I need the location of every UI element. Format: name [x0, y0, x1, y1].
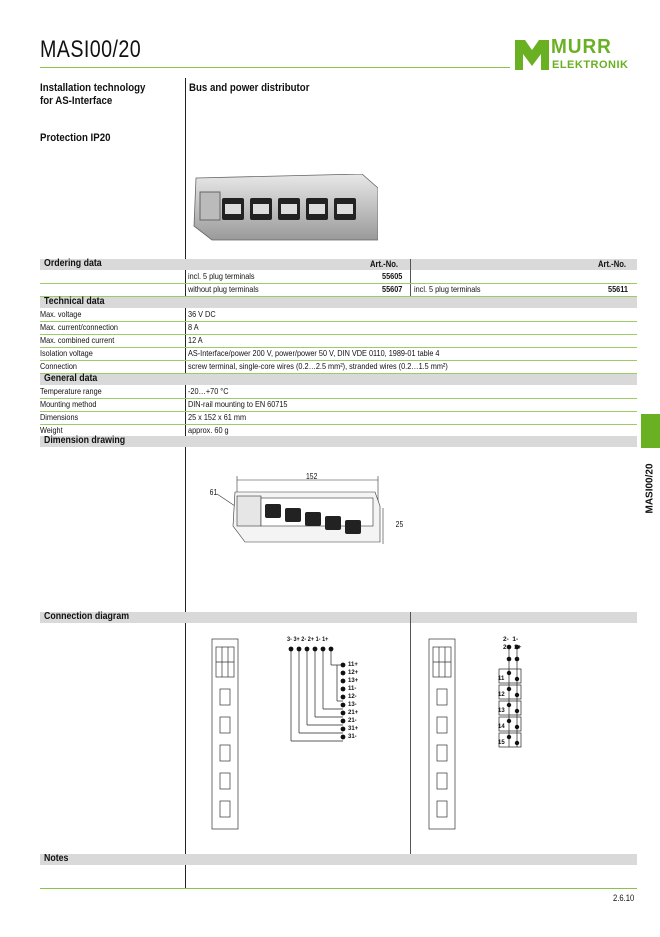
- right-top-labels: 2- 1- 2+ 1+: [503, 636, 522, 651]
- tech-row: Connection screw terminal, single-core wires (0.2…2.5 mm²), stranded wires (0.2…1.5 mm²): [40, 361, 637, 374]
- art-no-header: Art.-No.: [370, 259, 399, 269]
- art-no-header-2: Art.-No.: [598, 259, 627, 269]
- module-diagram-left: [210, 637, 240, 832]
- ordering-row-1: incl. 5 plug terminals 55605: [40, 271, 637, 284]
- wiring-top-labels: 3- 3+ 2- 2+ 1- 1+: [287, 636, 329, 643]
- tech-row: Isolation voltage AS-Interface/power 200 V, power/power 50 V, DIN VDE 0110, 1989-01 table 4: [40, 348, 637, 361]
- general-row: Temperature range -20…+70 °C: [40, 386, 637, 399]
- logo-elektronik-text: ELEKTRONIK: [552, 59, 629, 71]
- notes-bar: [40, 854, 637, 865]
- footer-rule: [40, 888, 637, 889]
- ordering-data-title: Ordering data: [44, 258, 102, 269]
- right-row-labels: 11 12 13 14 15: [498, 676, 505, 746]
- general-row: Weight approx. 60 g: [40, 425, 637, 438]
- connection-diagram-title: Connection diagram: [44, 611, 130, 622]
- ordering-row-2: without plug terminals 55607 incl. 5 plug terminals 55611: [40, 284, 637, 297]
- wiring-diagram-left: [285, 637, 365, 752]
- module-diagram-right: [427, 637, 457, 832]
- category-heading: Installation technology for AS-Interface: [40, 82, 146, 107]
- side-tab-marker: [641, 414, 660, 448]
- dimension-drawing: [205, 470, 410, 555]
- tech-row: Max. combined current 12 A: [40, 335, 637, 348]
- page-title: MASI00/20: [40, 36, 142, 63]
- technical-data-title: Technical data: [44, 296, 105, 307]
- page-number: 2.6.10: [613, 893, 635, 903]
- connection-col-divider: [410, 612, 411, 854]
- wiring-right-labels: 11+ 12+ 13+ 11- 12- 13- 21+ 21- 31+ 31-: [348, 662, 359, 740]
- wiring-diagram-right: [495, 637, 535, 752]
- protection-heading: Protection IP20: [40, 132, 111, 144]
- dimension-drawing-title: Dimension drawing: [44, 435, 126, 446]
- tech-row: Max. current/connection 8 A: [40, 322, 637, 335]
- dim-width-label: 152: [306, 472, 318, 481]
- notes-title: Notes: [44, 853, 69, 864]
- logo-murr-text: MURR: [551, 36, 612, 58]
- general-row: Dimensions 25 x 152 x 61 mm: [40, 412, 637, 425]
- column-divider: [185, 78, 186, 888]
- header-rule: [40, 67, 510, 68]
- dim-depth-label: 61: [209, 488, 218, 497]
- tech-row: Max. voltage 36 V DC: [40, 309, 637, 322]
- murr-logo: [515, 38, 640, 78]
- dimension-drawing-bar: [40, 436, 637, 447]
- side-tab-label: MASI00/20: [644, 463, 656, 514]
- general-row: Mounting method DIN-rail mounting to EN 60715: [40, 399, 637, 412]
- connection-diagram-bar: [40, 612, 637, 623]
- technical-data-bar: [40, 297, 637, 308]
- general-data-title: General data: [44, 373, 98, 384]
- product-photo: [192, 174, 378, 242]
- dim-height-label: 25: [395, 520, 404, 529]
- general-data-bar: [40, 374, 637, 385]
- ordering-data-bar: [40, 259, 637, 270]
- product-heading: Bus and power distributor: [189, 82, 310, 94]
